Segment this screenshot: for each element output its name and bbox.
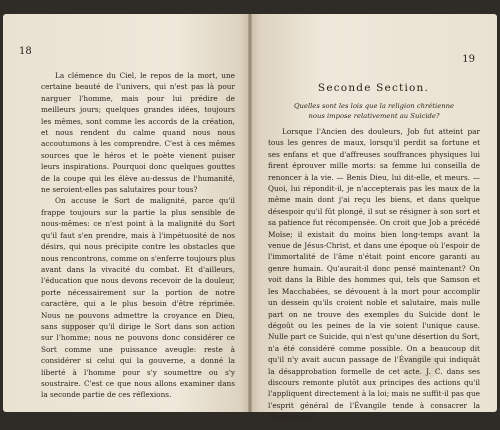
- page-number-left: 18: [19, 46, 32, 57]
- page-number-right: 19: [462, 54, 475, 65]
- left-page-text: [41, 70, 235, 401]
- right-paragraph-1: Lorsque l'Ancien des douleurs, Job fut atteint par tous les genres de maux, lorsqu'il perdit sa fortune et ses enfans et que d'affreuses souffrances physiques lui firent éprouver mille morts: sa femme lui conseilla de renoncer à la vie. — Benis Dieu, lui dit-elle, et meurs. — Quoi, lui répondit-il, je n'accepterais pas les maux de la même main dont j'ai reçu les biens, et dans quelque désespoir qu'il fût plongé, il sut se résigner à son sort et sa patience fut récompensée. On croit que Job a précédé Moïse; il existait du moins bien long-temps avant la venue de Jésus-Christ, et dans une époque où l'espoir de l'immortalité de l'âme n'était point encore garanti au genre humain. Qu'aurait-il donc pensé maintenant? On voit dans la Bible des hommes qui, tels que Samson et les Macchabées, se dévouent à la mort pour accomplir un dessein qu'ils croient noble et salutaire, mais nulle part on ne trouve des exemples du Suicide dont le dégoût ou les peines de la vie soient l'unique cause. Nulle part ce Suicide, qui n'est qu'une désertion du Sort, n'a été considéré comme possible. On a beaucoup dit qu'il n'y avait aucun passage de l'Évangile qui indiquât la désapprobation formelle de cet acte. J. C. dans ses discours remonte plutôt aux principes des actions qu'il l'appliquent directement à la loi; mais ne suffit-il pas que l'esprit général de l'Évangile tende à consacrer la résignation?: [268, 127, 480, 422]
- left-paragraph-1: La clémence du Ciel, le repos de la mort, une certaine beauté de l'univers, qui n'est pas là pour narguer l'homme, mais pour lui prédire de meilleurs jours; quelques grandes idées, toujours les mêmes, sont comme les accords de la création, et nous rendent du calme quand nous nous accoutumons à les comprendre. C'est à ces mêmes sources que le héros et le poète vienent puiser leurs inspirations. Pourquoi donc quelques gouttes de la coupe qui les élève au-dessus de l'humanité, ne seroient-elles pas salutaires pour tous?: [41, 71, 235, 195]
- left-page: [3, 14, 250, 412]
- right-page-text: [268, 126, 480, 423]
- left-paragraph-2: On accuse le Sort de malignité, parce qu'il frappe toujours sur la partie la plus sensible de nous-mêmes: ce n'est point à la malignité du Sort qu'il faut s'en prendre, mais à l'impétuosité de nos désirs, qui nous précipite contre les obstacles que nous rencontrons, comme on s'enferre toujours plus avant dans la vivacité du combat. Et d'ailleurs, l'éducation que nous devons recevoir de la douleur, porte nécessairement sur la portion de notre caractère, qui a le plus besoin d'être réprimée. Nous ne pouvons admettre la croyance en Dieu, sans supposer qu'il dirige le Sort dans son action sur l'homme; nous ne pouvons donc considérer ce Sort comme une puissance aveugle: reste à considérer si celui qui la gouverne, a donné la liberté à l'homme pour s'y soumettre ou s'y soustraire. C'est ce que nous allons examiner dans la seconde partie de ces réflexions.: [41, 196, 235, 400]
- open-book: [3, 14, 497, 422]
- right-page: [250, 14, 497, 422]
- section-title: Seconde Section.: [317, 82, 430, 94]
- section-subtitle: Quelles sont les lois que la religion chrétienne nous impose relativement au Suicide?: [293, 102, 454, 120]
- book-gutter: [248, 14, 252, 412]
